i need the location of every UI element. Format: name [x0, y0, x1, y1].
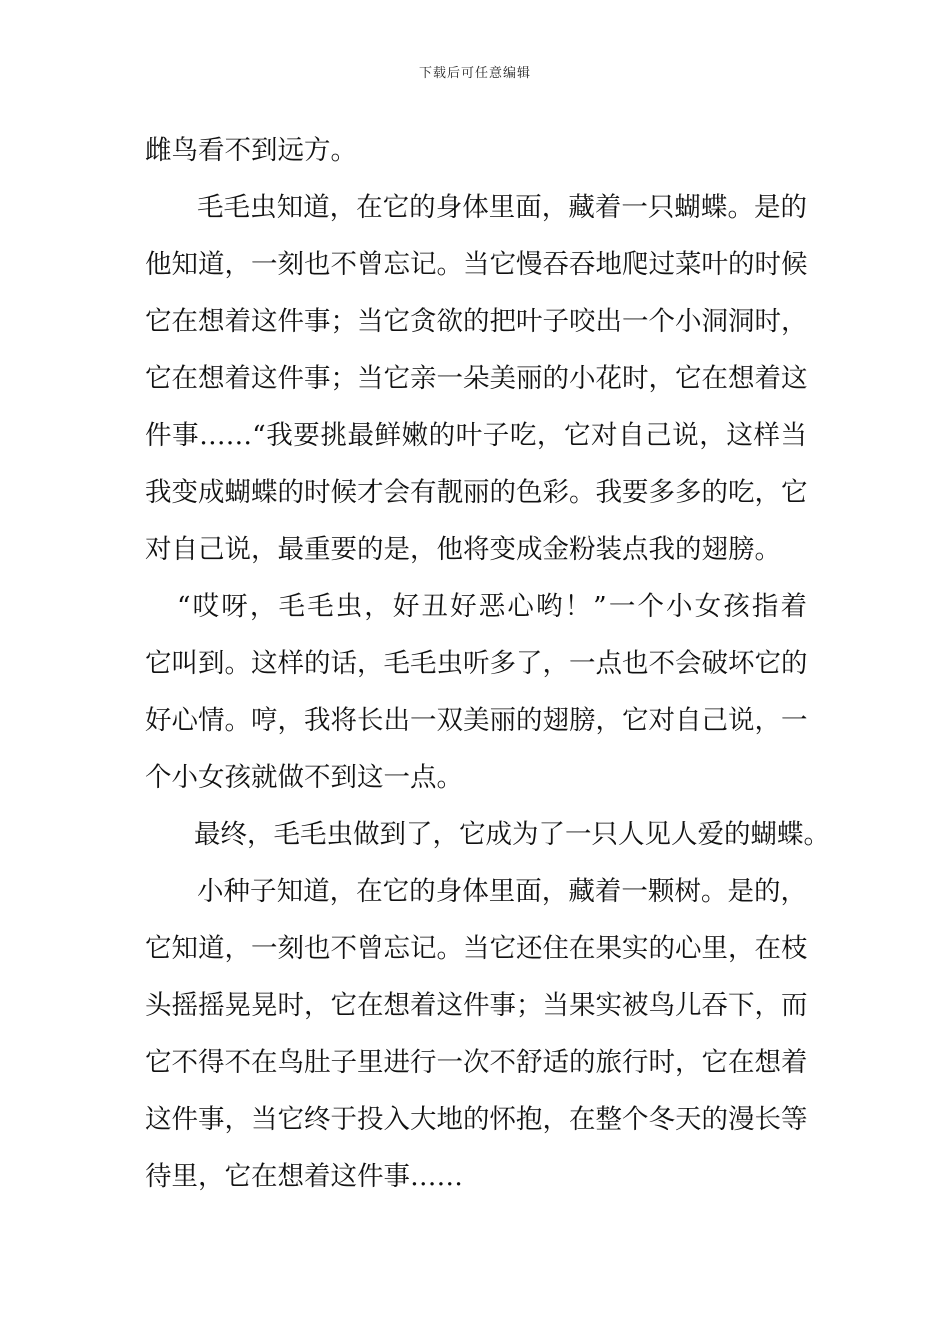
text-line-19: 待里，它在想着这件事…… [145, 1161, 463, 1192]
text-line-14: 小种子知道，在它的身体里面，藏着一颗树。是的， [197, 876, 807, 907]
text-line-1: 雌鸟看不到远方。 [145, 135, 357, 166]
text-line-12: 个小女孩就做不到这一点。 [145, 762, 463, 793]
text-line-9: “哎呀，毛毛虫，好丑好恶心哟！”一个小女孩指着 [177, 591, 807, 622]
text-line-3: 他知道，一刻也不曾忘记。当它慢吞吞地爬过菜叶的时候 [145, 249, 808, 280]
page-header: 下载后可任意编辑 [418, 66, 531, 81]
text-line-5: 它在想着这件事；当它亲一朵美丽的小花时，它在想着这 [145, 363, 808, 394]
text-line-6: 件事……“我要挑最鲜嫩的叶子吃，它对自己说，这样当 [145, 420, 807, 451]
text-line-15: 它知道，一刻也不曾忘记。当它还住在果实的心里，在枝 [145, 933, 808, 964]
text-line-17: 它不得不在鸟肚子里进行一次不舒适的旅行时，它在想着 [145, 1047, 808, 1078]
text-line-16: 头摇摇晃晃时，它在想着这件事；当果实被鸟儿吞下，而 [145, 990, 808, 1021]
text-line-13: 最终，毛毛虫做到了，它成为了一只人见人爱的蝴蝶。 [194, 819, 830, 850]
text-line-11: 好心情。哼，我将长出一双美丽的翅膀，它对自己说，一 [145, 705, 808, 736]
text-line-4: 它在想着这件事；当它贪欲的把叶子咬出一个小洞洞时， [145, 306, 808, 337]
text-line-18: 这件事，当它终于投入大地的怀抱，在整个冬天的漫长等 [145, 1104, 808, 1135]
body-text [145, 122, 830, 1205]
text-line-2: 毛毛虫知道，在它的身体里面，藏着一只蝴蝶。是的 [197, 192, 807, 223]
text-line-7: 我变成蝴蝶的时候才会有靓丽的色彩。我要多多的吃，它 [145, 477, 808, 508]
text-line-10: 它叫到。这样的话，毛毛虫听多了，一点也不会破坏它的 [145, 648, 808, 679]
text-line-8: 对自己说，最重要的是，他将变成金粉装点我的翅膀。 [145, 534, 781, 565]
